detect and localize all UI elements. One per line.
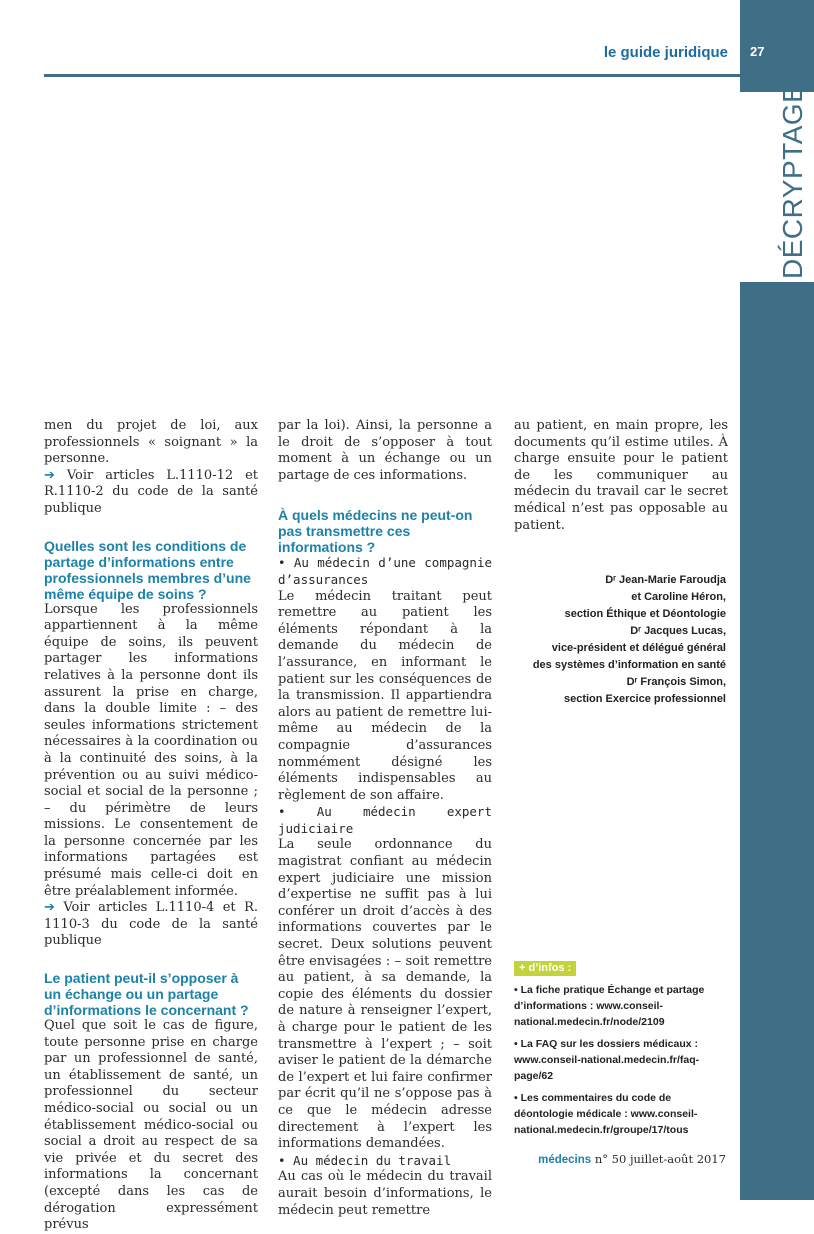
signature-line: Dʳ Jacques Lucas, — [630, 625, 726, 638]
signature-line: section Exercice professionnel — [563, 693, 726, 706]
paragraph: Quel que soit le cas de figure, toute personne prise en charge par un professionnel de santé, un établissement de santé, un professionnel du secteur médico-social ou social ou un établissement médico-social ou social a droit au respect de sa vie privée et du secret des informations la concernant (excepté dans les cas de dérogation expressément prévus — [44, 1018, 258, 1233]
section-label: DÉCRYPTAGE — [777, 83, 808, 279]
signature-line: vice-président et délégué général — [551, 642, 726, 655]
signature-line: et Caroline Héron, — [631, 591, 726, 604]
article-reference — [44, 468, 258, 518]
arrow-right-icon: ➔ — [44, 900, 64, 916]
page-footer — [538, 1152, 726, 1166]
question-heading: À quels médecins ne peut-on pas transmettre ces informations ? — [278, 507, 473, 556]
info-link-item[interactable]: • Les commentaires du code de déontologie médicale : www.conseil-national.medecin.fr/groupe/17/tous — [514, 1092, 698, 1136]
info-link-item[interactable]: • La fiche pratique Échange et partage d’informations : www.conseil-national.medecin.fr/node/2109 — [514, 984, 705, 1028]
footer-issue: n° 50 juillet-août 2017 — [594, 1152, 726, 1166]
header-rule — [44, 74, 740, 77]
paragraph: La seule ordonnance du magistrat confiant au médecin expert judiciaire une mission d’expertise ne suffit pas à lui conférer un droit d’accès à des informations couvertes par le secret. Deux solutions peuvent être envisagées : – soit remettre au patient, à sa demande, la copie des éléments du dossier de nature à renseigner l’expert, à charge pour le patient de les transmettre à l’expert ; – soit aviser le patient de la démarche de l’expert et lui faire confirmer par écrit qu’il ne s’oppose pas à ce que le médecin adresse directement à l’expert les informations demandées. — [278, 837, 492, 1152]
paragraph: Au cas où le médecin du travail aurait besoin d’informations, le médecin peut remettre — [278, 1169, 492, 1218]
arrow-right-icon: ➔ — [44, 467, 67, 483]
signature-line: des systèmes d’information en santé — [532, 659, 726, 672]
author-signature — [514, 572, 728, 708]
section-tab — [740, 83, 814, 282]
bullet-heading: • Au médecin du travail — [278, 1152, 452, 1168]
column-3 — [514, 418, 728, 708]
bullet-heading: • Au médecin expert judiciaire — [278, 804, 492, 836]
column-1 — [44, 418, 258, 1234]
question-heading: Quelles sont les conditions de partage d’informations entre professionnels membres d’une même équipe de soins ? — [44, 537, 251, 602]
more-info-box — [514, 960, 728, 1138]
paragraph: Lorsque les professionnels appartiennent à la même équipe de soins, ils peuvent partager les informations relatives à la personne dont ils assurent la prise en charge, dans la double limite : – des seules informations strictement nécessaires à la coordination ou à la continuité des soins, à la prévention ou au suivi médico-social et social de la personne ; – du périmètre de leurs missions. Le consentement de la personne concernée par les informations partagées est présumé mais celle-ci doit en être préalablement informée. — [44, 601, 258, 899]
footer-brand: médecins — [538, 1154, 592, 1166]
reference-text: Voir articles L.1110-4 et R. 1110-3 du code de la santé publique — [44, 900, 258, 949]
bullet-heading: • Au médecin d’une compagnie d’assurances — [278, 555, 492, 587]
more-info-badge: + d’infos : — [514, 961, 576, 976]
article-reference — [44, 900, 258, 950]
question-heading: Le patient peut-il s’opposer à un échange ou un partage d’informations le concernant ? — [44, 970, 249, 1019]
column-2 — [278, 418, 492, 1219]
paragraph: par la loi). Ainsi, la personne a le droit de s’opposer à tout moment à un échange ou un partage de ces informations. — [278, 418, 492, 483]
paragraph: au patient, en main propre, les documents qu’il estime utiles. À charge ensuite pour le patient de les communiquer au médecin du travail car le secret médical n’est pas opposable au patient. — [514, 418, 728, 533]
paragraph: men du projet de loi, aux professionnels « soignant » la personne. — [44, 418, 258, 467]
page-number: 27 — [750, 44, 765, 59]
reference-text: Voir articles L.1110-12 et R.1110-2 du code de la santé publique — [44, 467, 258, 516]
header-title: le guide juridique — [603, 44, 728, 61]
paragraph: Le médecin traitant peut remettre au patient les éléments répondant à la demande du médecin de l’assurance, en informant le patient sur les conséquences de la transmission. Il appartiendra alors au patient de remettre lui-même au médecin de la compagnie d’assurances nommément désigné les éléments indispensables au règlement de son affaire. — [278, 588, 492, 803]
signature-line: Dʳ François Simon, — [626, 676, 726, 689]
signature-line: section Éthique et Déontologie — [564, 608, 726, 621]
page-header — [44, 40, 740, 80]
info-link-item[interactable]: • La FAQ sur les dossiers médicaux : www.conseil-national.medecin.fr/faq-page/62 — [514, 1038, 700, 1082]
signature-line: Dʳ Jean-Marie Faroudja — [605, 574, 726, 587]
